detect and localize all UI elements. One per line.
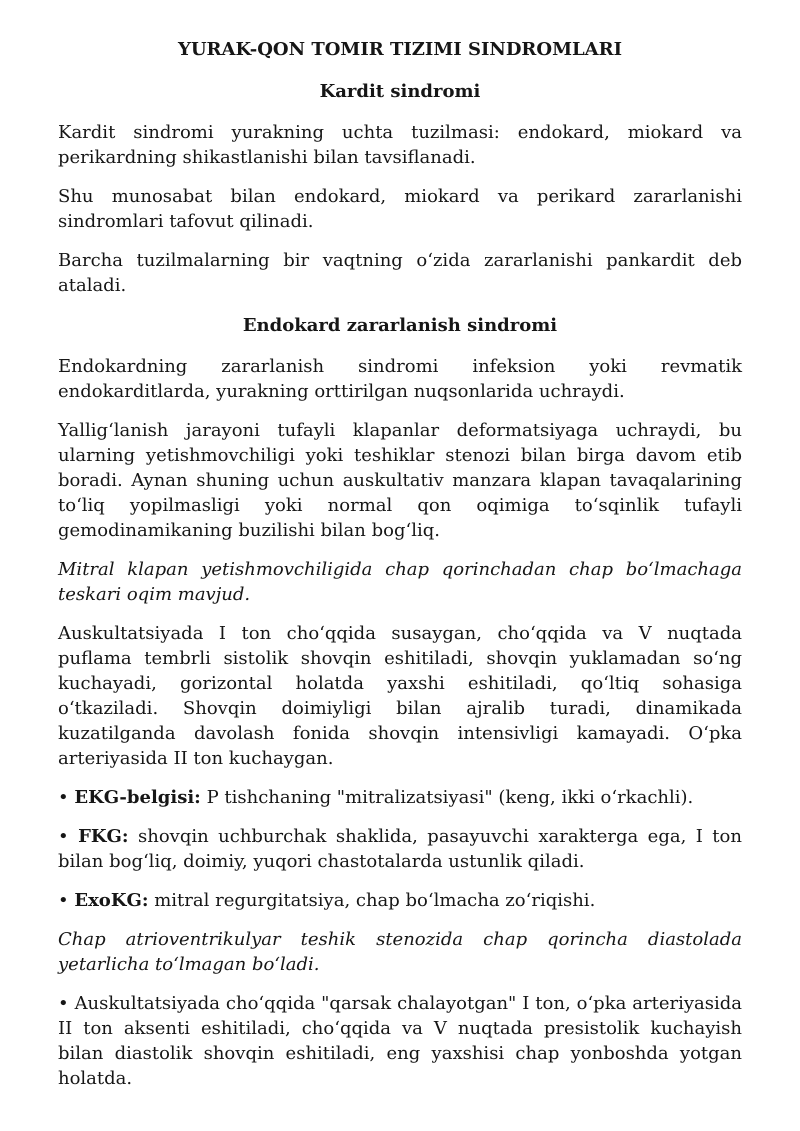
bullet-marker: •	[58, 890, 69, 911]
section-heading-kardit: Kardit sindromi	[319, 81, 481, 102]
bullet-term: EKG-belgisi:	[74, 787, 201, 808]
document-title: YURAK-QON TOMIR TIZIMI SINDROMLARI	[177, 39, 623, 60]
paragraph: Kardit sindromi yurakning uchta tuzilmasi: endokard, miokard va perikardning shikastlanishi bilan tavsiflanadi.	[58, 122, 742, 168]
bullet-text: shovqin uchburchak shaklida, pasayuvchi xarakterga ega, I ton bilan bogʻliq, doimiy, yuqori chastotalarda ustunlik qiladi.	[58, 826, 742, 872]
bullet-item-ekg	[58, 785, 742, 810]
paragraph: Yalligʻlanish jarayoni tufayli klapanlar deformatsiyaga uchraydi, bu ularning yetishmovchiligi yoki teshiklar stenozi bilan birga davom etib boradi. Aynan shuning uchun auskultativ manzara klapan tavaqalarining toʻliq yopilmasligi yoki normal qon oqimiga toʻsqinlik tufayli gemodinamikaning buzilishi bilan bogʻliq.	[58, 420, 742, 541]
paragraph: Barcha tuzilmalarning bir vaqtning oʻzida zararlanishi pankardit deb ataladi.	[58, 250, 742, 296]
bullet-item-fkg	[58, 824, 742, 874]
bullet-marker: •	[58, 993, 69, 1014]
bullet-marker: •	[58, 826, 69, 847]
bullet-term: FKG:	[78, 826, 129, 847]
bullet-text: Auskultatsiyada choʻqqida "qarsak chalayotgan" I ton, oʻpka arteriyasida II ton aksenti eshitiladi, choʻqqida va V nuqtada presistolik kuchayish bilan diastolik shovqin eshitiladi, eng yaxshisi chap yonboshda yotgan holatda.	[58, 993, 742, 1089]
paragraph: Shu munosabat bilan endokard, miokard va perikard zararlanishi sindromlari tafovut qilinadi.	[58, 186, 742, 232]
italic-paragraph-mitral-insufficiency: Mitral klapan yetishmovchiligida chap qorinchadan chap boʻlmachaga teskari oqim mavjud.	[58, 559, 742, 605]
bullet-text: mitral regurgitatsiya, chap boʻlmacha zoʻriqishi.	[154, 890, 596, 911]
italic-paragraph-stenosis: Chap atrioventrikulyar teshik stenozida chap qorincha diastolada yetarlicha toʻlmagan boʻladi.	[58, 929, 742, 975]
bullet-text: P tishchaning "mitralizatsiyasi" (keng, ikki oʻrkachli).	[206, 787, 694, 808]
bullet-term: ExoKG:	[74, 890, 149, 911]
paragraph: Auskultatsiyada I ton choʻqqida susaygan, choʻqqida va V nuqtada puflama tembrli sistolik shovqin eshitiladi, shovqin yuklamadan soʻng kuchayadi, gorizontal holatda yaxshi eshitiladi, qoʻltiq sohasiga oʻtkaziladi. Shovqin doimiyligi bilan ajralib turadi, dinamikada kuzatilganda davolash fonida shovqin intensivligi kamayadi. Oʻpka arteriyasida II ton kuchaygan.	[58, 623, 742, 769]
section-heading-endokard: Endokard zararlanish sindromi	[242, 315, 558, 336]
bullet-item-exokg	[58, 888, 742, 913]
bullet-marker: •	[58, 787, 69, 808]
paragraph: Endokardning zararlanish sindromi infeksion yoki revmatik endokarditlarda, yurakning orttirilgan nuqsonlarida uchraydi.	[58, 356, 742, 402]
bullet-item-auscultation	[58, 991, 742, 1091]
